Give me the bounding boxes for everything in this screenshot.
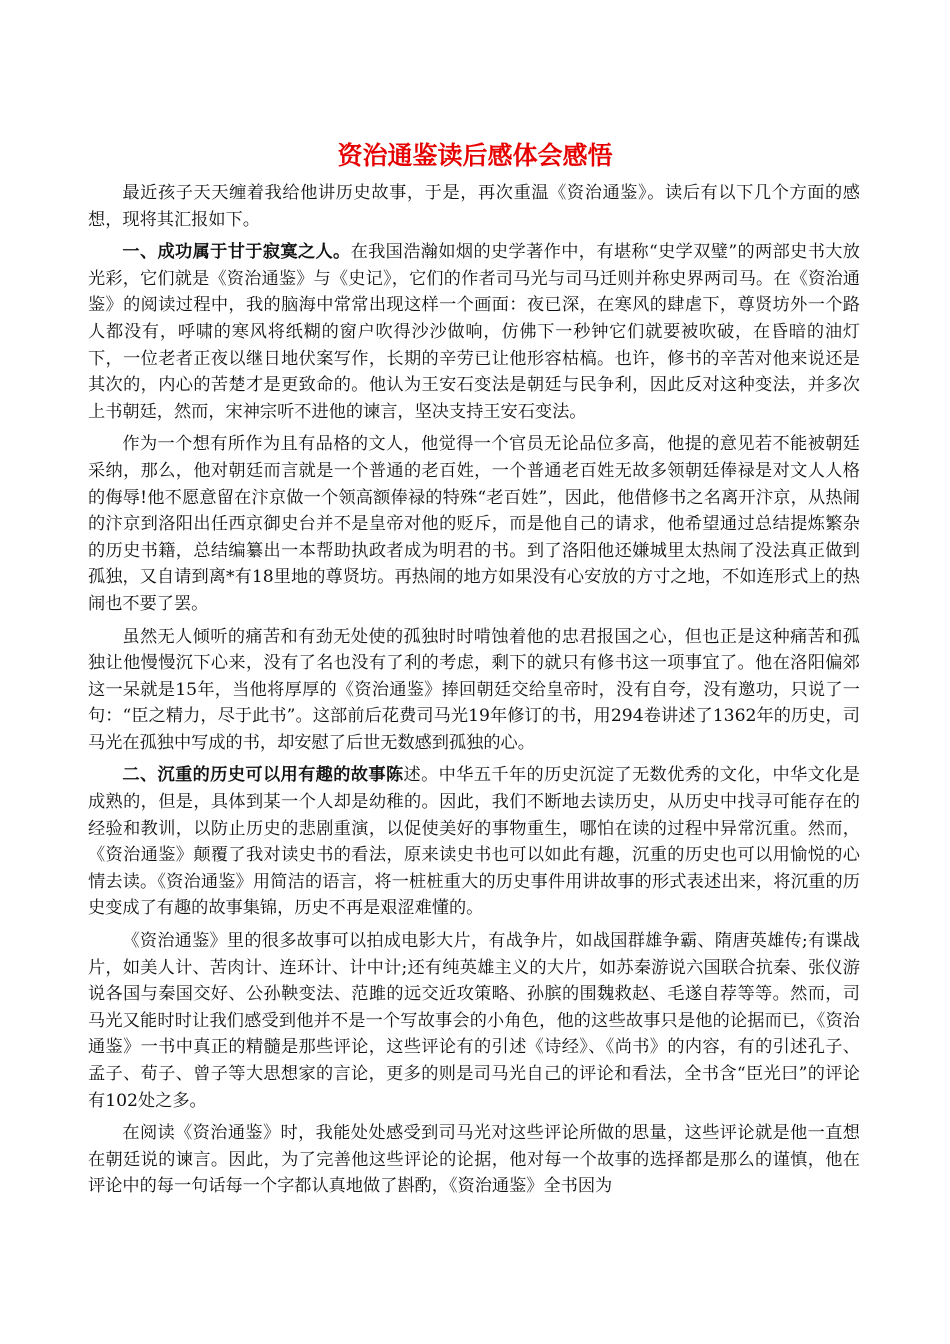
paragraph [88,1120,860,1200]
paragraph-text: 述。中华五千年的历史沉淀了无数优秀的文化，中华文化是成熟的，但是，具体到某一个人却是幼稚的。因此，我们不断地去读历史，从历史中找寻可能存在的经验和教训，以防止历史的悲剧重演，以促使美好的事物重生，哪怕在读的过程中异常沉重。然而，《资治通鉴》颠覆了我对读史书的看法，原来读史书也可以如此有趣，沉重的历史也可以用愉悦的心情去读。《资治通鉴》用简洁的语言，将一桩桩重大的历史事件用讲故事的形式表述出来，将沉重的历史变成了有趣的故事集锦，历史不再是艰涩难懂的。 [88,765,860,919]
paragraph [88,928,860,1114]
paragraph-text: 《资治通鉴》里的很多故事可以拍成电影大片，有战争片，如战国群雄争霸、隋唐英雄传;有谍战片，如美人计、苦肉计、连环计、计中计;还有纯英雄主义的大片，如苏秦游说六国联合抗秦、张仪游说各国与秦国交好、公孙鞅变法、范雎的远交近攻策略、孙膑的围魏救赵、毛遂自荐等等。然而，司马光又能时时让我们感受到他并不是一个写故事会的小角色，他的这些故事只是他的论据而已，《资治通鉴》一书中真正的精髓是那些评论，这些评论有的引述《诗经》、《尚书》的内容，有的引述孔子、孟子、荀子、曾子等大思想家的言论，更多的则是司马光自己的评论和看法，全书含“臣光曰”的评论有102处之多。 [88,931,860,1111]
paragraph-text: 虽然无人倾听的痛苦和有劲无处使的孤独时时啃蚀着他的忠君报国之心，但也正是这种痛苦和孤独让他慢慢沉下心来，没有了名也没有了利的考虑，剩下的就只有修书这一项事宜了。他在洛阳偏郊这一呆就是15年，当他将厚厚的《资治通鉴》捧回朝廷交给皇帝时，没有自夸，没有邀功，只说了一句：“臣之精力，尽于此书”。这部前后花费司马光19年修订的书，用294卷讲述了1362年的历史，司马光在孤独中写成的书，却安慰了后世无数感到孤独的心。 [88,626,860,753]
paragraph-intro [88,180,860,233]
paragraph-text: 在阅读《资治通鉴》时，我能处处感受到司马光对这些评论所做的思量，这些评论就是他一直想在朝廷说的谏言。因此，为了完善他这些评论的论据，他对每一个故事的选择都是那么的谨慎，他在评论中的每一句话每一个字都认真地做了斟酌，《资治通鉴》全书因为 [88,1123,860,1197]
paragraph-section-1 [88,239,860,425]
paragraph-text: 最近孩子天天缠着我给他讲历史故事，于是，再次重温《资治通鉴》。读后有以下几个方面的感想，现将其汇报如下。 [88,183,860,230]
paragraph [88,624,860,757]
paragraph [88,431,860,617]
paragraph-section-2 [88,762,860,922]
document-title: 资治通鉴读后感体会感悟 [337,141,613,170]
paragraph-text: 作为一个想有所作为且有品格的文人，他觉得一个官员无论品位多高，他提的意见若不能被朝廷采纳，那么，他对朝廷而言就是一个普通的老百姓，一个普通老百姓无故多领朝廷俸禄是对文人人格的侮辱!他不愿意留在汴京做一个领高额俸禄的特殊“老百姓”，因此，他借修书之名离开汴京，从热闹的汴京到洛阳出任西京御史台并不是皇帝对他的贬斥，而是他自己的请求，他希望通过总结提炼繁杂的历史书籍，总结编纂出一本帮助执政者成为明君的书。到了洛阳他还嫌城里太热闹了没法真正做到孤独，又自请到离*有18里地的尊贤坊。再热闹的地方如果没有心安放的方寸之地，不如连形式上的热闹也不要了罢。 [88,434,860,614]
section-heading: 一、成功属于甘于寂寞之人。 [122,242,351,263]
paragraph-text: 在我国浩瀚如烟的史学著作中，有堪称“史学双璧”的两部史书大放光彩，它们就是《资治通鉴》与《史记》，它们的作者司马光与司马迁则并称史界两司马。在《资治通鉴》的阅读过程中，我的脑海中常常出现这样一个画面：夜已深，在寒风的肆虐下，尊贤坊外一个路人都没有，呼啸的寒风将纸糊的窗户吹得沙沙做响，仿佛下一秒钟它们就要被吹破，在昏暗的油灯下，一位老者正夜以继日地伏案写作，长期的辛劳已让他形容枯槁。也许，修书的辛苦对他来说还是其次的，内心的苦楚才是更致命的。他认为王安石变法是朝廷与民争利，因此反对这种变法，并多次上书朝廷，然而，宋神宗听不进他的谏言，坚决支持王安石变法。 [88,242,860,422]
document-body [88,180,860,1206]
section-heading: 二、沉重的历史可以用有趣的故事陈 [122,765,404,786]
